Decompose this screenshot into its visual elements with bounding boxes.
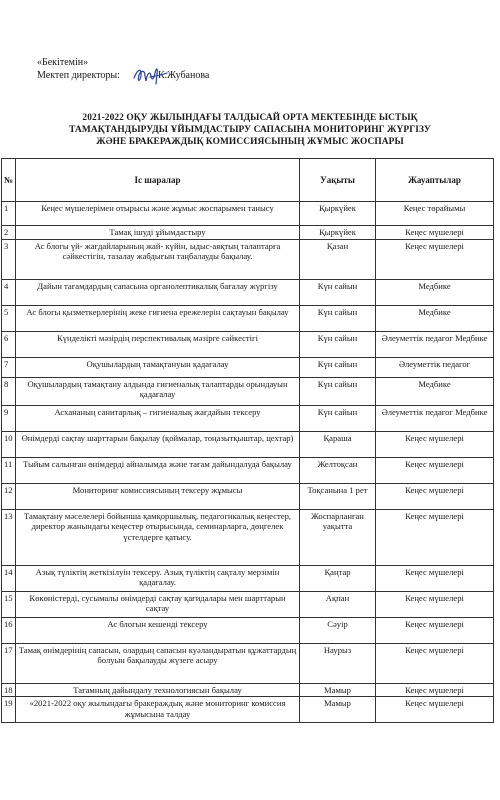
row-time: Күн сайын xyxy=(300,331,376,357)
header-responsible: Жауаптылар xyxy=(376,159,494,202)
row-responsible: Әлеуметтік педагог Медбике xyxy=(376,405,494,431)
approval-block xyxy=(37,56,209,82)
document-title xyxy=(30,112,470,148)
row-time: Күн сайын xyxy=(300,279,376,305)
row-number: 14 xyxy=(2,565,16,591)
row-responsible: Кеңес мүшелері xyxy=(376,565,494,591)
row-responsible: Әлеуметтік педагог Медбике xyxy=(376,331,494,357)
row-time: Желтоқсан xyxy=(300,457,376,483)
director-name: К.Жубанова xyxy=(157,70,210,81)
row-time: Ақпан xyxy=(300,591,376,617)
row-number: 7 xyxy=(2,357,16,377)
table-header-row xyxy=(2,159,494,202)
director-signature xyxy=(132,64,168,86)
table-row xyxy=(2,617,494,643)
row-task: Дайын тағамдардың сапасына органолептикалық бағалау жүргізу xyxy=(16,279,300,305)
header-time: Уақыты xyxy=(300,159,376,202)
row-time: Күн сайын xyxy=(300,305,376,331)
row-task: Кеңес мүшелерімен отырысы және жұмыс жоспарымен танысу xyxy=(16,202,300,226)
row-task: Өнімдерді сақтау шарттарын бақылау (қоймалар, тоңазытқыштар, цехтар) xyxy=(16,431,300,457)
row-time: Күн сайын xyxy=(300,357,376,377)
row-responsible: Кеңес мүшелері xyxy=(376,591,494,617)
row-time: Тоқсанына 1 рет xyxy=(300,483,376,509)
table-row xyxy=(2,643,494,683)
row-number: 6 xyxy=(2,331,16,357)
row-responsible: Кеңес мүшелері xyxy=(376,431,494,457)
row-task: Тағамның дайындалу технологиясын бақылау xyxy=(16,683,300,697)
row-time: Наурыз xyxy=(300,643,376,683)
approval-label: «Бекітемін» xyxy=(37,57,89,68)
row-number: 5 xyxy=(2,305,16,331)
row-number: 11 xyxy=(2,457,16,483)
row-task: Мониторинг комиссиясының тексеру жұмысы xyxy=(16,483,300,509)
row-time: Күн сайын xyxy=(300,405,376,431)
table-row xyxy=(2,305,494,331)
row-responsible: Кеңес төрайымы xyxy=(376,202,494,226)
row-time: Сәуір xyxy=(300,617,376,643)
table-row xyxy=(2,483,494,509)
table-row xyxy=(2,202,494,226)
row-number: 17 xyxy=(2,643,16,683)
row-responsible: Кеңес мүшелері xyxy=(376,239,494,279)
table-row xyxy=(2,431,494,457)
header-task: Іс шаралар xyxy=(16,159,300,202)
header-number: № xyxy=(2,159,16,202)
row-number: 1 xyxy=(2,202,16,226)
row-task: «2021-2022 оқу жылындағы бракераждық және мониторинг комиссия жұмысына талдау xyxy=(16,697,300,723)
row-responsible: Кеңес мүшелері xyxy=(376,643,494,683)
row-task: Асхананың санитарлық – гигиеналық жағдайын тексеру xyxy=(16,405,300,431)
table-row xyxy=(2,509,494,565)
row-task: Тыйым салынған өнімдерді айналымда және тағам дайындалуда бақылау xyxy=(16,457,300,483)
table-row xyxy=(2,357,494,377)
title-line-3: ЖӘНЕ БРАКЕРАЖДЫҚ КОМИССИЯСЫНЫҢ ЖҰМЫС ЖОСПАРЫ xyxy=(96,137,404,147)
table-row xyxy=(2,279,494,305)
row-number: 16 xyxy=(2,617,16,643)
row-time: Қараша xyxy=(300,431,376,457)
row-task: Ас блогы қызметкерлерінің жеке гигиена ережелерін сақтауын бақылау xyxy=(16,305,300,331)
table-row xyxy=(2,457,494,483)
row-responsible: Кеңес мүшелері xyxy=(376,457,494,483)
row-number: 9 xyxy=(2,405,16,431)
row-responsible: Кеңес мүшелері xyxy=(376,683,494,697)
row-number: 12 xyxy=(2,483,16,509)
director-title: Мектеп директоры: xyxy=(37,70,120,81)
row-time: Мамыр xyxy=(300,683,376,697)
table-row xyxy=(2,697,494,723)
title-line-1: 2021-2022 ОҚУ ЖЫЛЫНДАҒЫ ТАЛДЫСАЙ ОРТА МЕКТЕБІНДЕ ЫСТЫҚ xyxy=(82,113,418,123)
row-time: Қыркүйек xyxy=(300,202,376,226)
row-time: Күн сайын xyxy=(300,377,376,405)
row-task: Тамақ өнімдерінің сапасын, олардың сапасын куәландыратын құжаттардың болуын бақылауды жүзеге асыру xyxy=(16,643,300,683)
row-responsible: Кеңес мүшелері xyxy=(376,697,494,723)
row-responsible: Кеңес мүшелері xyxy=(376,617,494,643)
table-row xyxy=(2,405,494,431)
row-responsible: Әлеуметтік педагог xyxy=(376,357,494,377)
row-task: Ас блогын кешенді тексеру xyxy=(16,617,300,643)
row-responsible: Кеңес мүшелері xyxy=(376,509,494,565)
row-number: 3 xyxy=(2,239,16,279)
row-number: 13 xyxy=(2,509,16,565)
table-row xyxy=(2,226,494,240)
table-row xyxy=(2,683,494,697)
row-responsible: Медбике xyxy=(376,377,494,405)
row-number: 19 xyxy=(2,697,16,723)
row-number: 2 xyxy=(2,226,16,240)
row-number: 18 xyxy=(2,683,16,697)
director-line xyxy=(37,69,209,82)
row-number: 15 xyxy=(2,591,16,617)
row-responsible: Кеңес мүшелері xyxy=(376,483,494,509)
row-number: 10 xyxy=(2,431,16,457)
row-task: Күнделікті мәзірдің перспективалық мәзірге сәйкестігі xyxy=(16,331,300,357)
row-number: 4 xyxy=(2,279,16,305)
row-task: Ас блогы үй- жағдайларының жай- күйін, ыдыс-аяқтың талаптарға сәйкестігін, тазалау жабдығын таңбалауды бақылау. xyxy=(16,239,300,279)
table-row xyxy=(2,331,494,357)
table-row xyxy=(2,377,494,405)
row-responsible: Кеңес мүшелері xyxy=(376,226,494,240)
work-plan-table xyxy=(1,158,494,723)
row-task: Оқушылардың тамақтану алдында гигиеналық талаптарды орындауын қадағалау xyxy=(16,377,300,405)
row-task: Тамақ ішуді ұйымдастыру xyxy=(16,226,300,240)
row-time: Қыркүйек xyxy=(300,226,376,240)
table-row xyxy=(2,239,494,279)
row-time: Жоспарланған уақытта xyxy=(300,509,376,565)
row-task: Азық түліктің жеткізілуін тексеру. Азық түліктің сақталу мерзімін қадағалау. xyxy=(16,565,300,591)
row-task: Тамақтану мәселелері бойынша қамқоршылық, педагогикалық кеңестер, директор жанындағы кеңестер отырысында, семинарларға, дөңгелек үстелдерге қатысу. xyxy=(16,509,300,565)
row-responsible: Медбике xyxy=(376,305,494,331)
row-time: Қаңтар xyxy=(300,565,376,591)
row-number: 8 xyxy=(2,377,16,405)
title-line-2: ТАМАҚТАНДЫРУДЫ ҰЙЫМДАСТЫРУ САПАСЫНА МОНИТОРИНГ ЖҮРГІЗУ xyxy=(69,125,431,135)
row-time: Мамыр xyxy=(300,697,376,723)
table-row xyxy=(2,565,494,591)
table-row xyxy=(2,591,494,617)
row-task: Көкөністерді, сусымалы өнімдерді сақтау қағидалары мен шарттарын сақтау xyxy=(16,591,300,617)
row-task: Оқушылардың тамақтануын қадағалау xyxy=(16,357,300,377)
row-time: Қазан xyxy=(300,239,376,279)
row-responsible: Медбике xyxy=(376,279,494,305)
